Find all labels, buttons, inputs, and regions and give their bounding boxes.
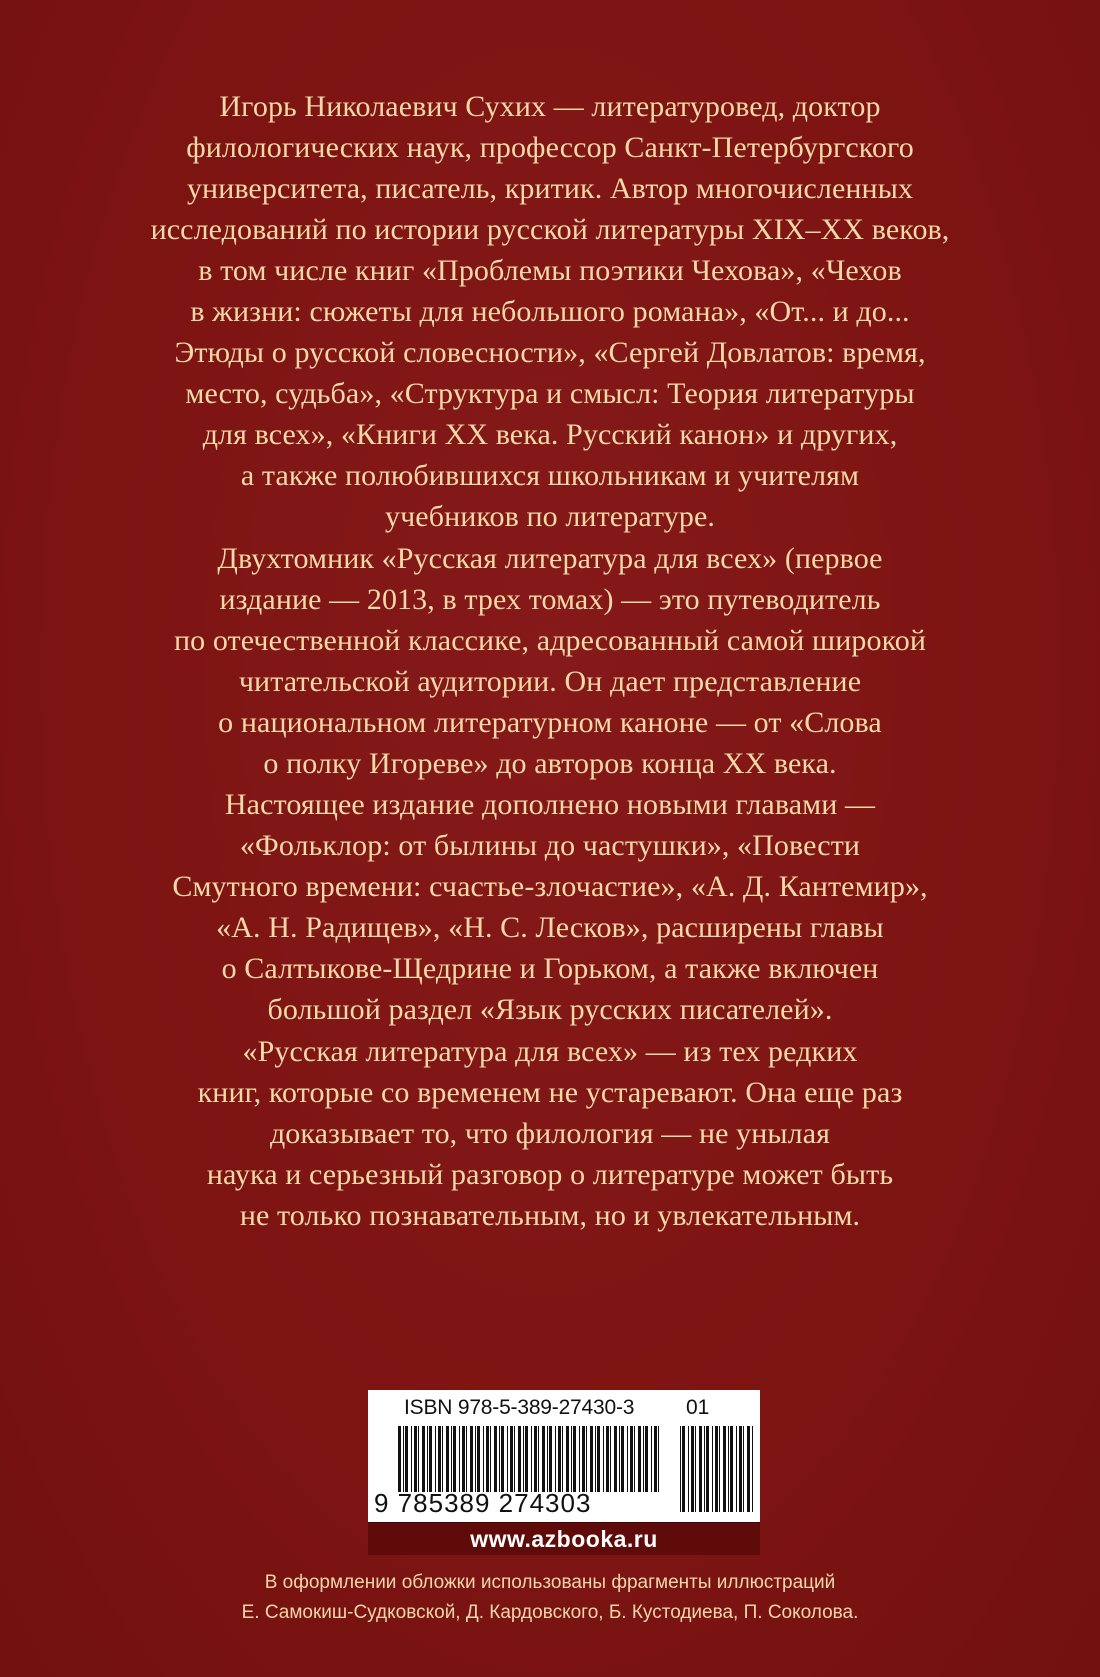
text-line: для всех», «Книги XX века. Русский канон» и других,	[202, 418, 898, 451]
barcode-bar	[586, 1426, 587, 1492]
barcode-bar	[403, 1426, 404, 1492]
barcode-bar	[429, 1426, 432, 1492]
barcode-bar	[477, 1426, 480, 1492]
barcode-bar	[728, 1426, 729, 1512]
barcode-bar	[486, 1426, 489, 1492]
barcode-bar	[691, 1426, 694, 1512]
barcode-bar	[627, 1426, 628, 1492]
barcode-bar	[579, 1426, 580, 1492]
barcode-bar	[590, 1426, 593, 1492]
barcode-bar	[682, 1426, 685, 1512]
barcode-bar	[490, 1426, 491, 1492]
barcode-bar	[603, 1426, 604, 1492]
text-line: «А. Н. Радищев», «Н. С. Лесков», расширены главы	[216, 911, 884, 944]
text-line: читательской аудитории. Он дает представление	[238, 665, 862, 698]
text-line: издание — 2013, в трех томах) — это путеводитель	[219, 583, 881, 616]
barcode-bar	[398, 1426, 401, 1492]
barcode-bar	[507, 1426, 508, 1492]
barcode-bar	[730, 1426, 733, 1512]
barcode-bar	[630, 1426, 633, 1492]
text-line: «Русская литература для всех» — из тех редких	[242, 1035, 858, 1068]
text-line: наука и серьезный разговор о литературе может быть	[206, 1158, 894, 1191]
text-line: о национальном литературном каноне — от «Слова	[218, 706, 882, 739]
barcode-bar	[523, 1426, 524, 1492]
barcode-bar	[643, 1426, 644, 1492]
text-line: большой раздел «Язык русских писателей».	[267, 993, 833, 1026]
barcode-bar	[610, 1426, 611, 1492]
text-line: Игорь Николаевич Сухих — литературовед, доктор	[219, 90, 881, 123]
text-line: Настоящее издание дополнено новыми главами —	[224, 788, 876, 821]
text-line: «Фольклор: от былины до частушки», «Повести	[239, 829, 861, 862]
barcode-bar	[654, 1426, 657, 1492]
barcode-bar	[621, 1426, 624, 1492]
barcode-bar	[442, 1426, 443, 1492]
barcode-bar	[547, 1426, 548, 1492]
text-line: исследований по истории русской литературы XIX–XX веков,	[150, 213, 950, 246]
ean-digits: 9 785389 274303	[374, 1488, 592, 1518]
barcode-bar	[719, 1426, 720, 1512]
illustration-credits	[0, 1568, 1100, 1628]
barcode-bar	[427, 1426, 428, 1492]
barcode-bar	[619, 1426, 620, 1492]
barcode-bar	[525, 1426, 528, 1492]
barcode-bar	[595, 1426, 596, 1492]
publisher-url[interactable]: www.azbooka.ru	[470, 1526, 658, 1552]
text-line: не только познавательным, но и увлекательным.	[239, 1199, 861, 1232]
barcode-bar	[715, 1426, 718, 1512]
barcode-bar	[558, 1426, 561, 1492]
barcode-bar	[462, 1426, 465, 1492]
barcode-bar	[597, 1426, 600, 1492]
barcode-bar	[743, 1426, 744, 1512]
barcode-bar	[555, 1426, 556, 1492]
barcode-bar	[549, 1426, 552, 1492]
barcode-bar	[699, 1426, 702, 1512]
credits-line: В оформлении обложки использованы фрагменты иллюстраций	[264, 1572, 836, 1593]
barcode-bar	[411, 1426, 412, 1492]
barcode-bar	[566, 1426, 569, 1492]
barcode-bar	[651, 1426, 652, 1492]
barcode-bar	[680, 1426, 681, 1512]
barcode-bar	[739, 1426, 742, 1512]
barcode-bar	[736, 1426, 737, 1512]
text-line: о Салтыкове-Щедрине и Горьком, а также включен	[221, 952, 879, 985]
barcode-bar	[438, 1426, 441, 1492]
barcode-bar	[634, 1426, 635, 1492]
author-bio-paragraph	[0, 86, 1100, 537]
barcode-addon: 01	[686, 1396, 710, 1419]
barcode-bar	[571, 1426, 572, 1492]
text-line: Этюды о русской словесности», «Сергей Довлатов: время,	[174, 336, 926, 369]
text-line: в жизни: сюжеты для небольшого романа», «От... и до...	[190, 295, 910, 328]
barcode-bar	[573, 1426, 576, 1492]
barcode-bar	[453, 1426, 456, 1492]
barcode-bar	[645, 1426, 648, 1492]
barcode-bar	[658, 1426, 659, 1492]
barcode-bar	[405, 1426, 408, 1492]
text-line: о полку Игореве» до авторов конца XX века.	[263, 747, 837, 780]
barcode-bar	[614, 1426, 617, 1492]
barcode-bar	[422, 1426, 425, 1492]
closing-paragraph	[0, 1031, 1100, 1236]
barcode-bar	[562, 1426, 563, 1492]
text-line: место, судьба», «Структура и смысл: Теория литературы	[185, 377, 915, 410]
text-line: университета, писатель, критик. Автор многочисленных	[186, 172, 914, 205]
text-line: по отечественной классике, адресованный самой широкой	[173, 624, 927, 657]
barcode-bar	[534, 1426, 537, 1492]
barcode-bar	[499, 1426, 500, 1492]
text-line: Смутного времени: счастье-злочастие», «А. Д. Кантемир»,	[172, 870, 928, 903]
barcode-bar	[475, 1426, 476, 1492]
text-line: Двухтомник «Русская литература для всех» (первое	[217, 542, 883, 575]
barcode-bar	[723, 1426, 726, 1512]
barcode-bar	[494, 1426, 497, 1492]
text-line: филологических наук, профессор Санкт-Петербургского	[186, 131, 914, 164]
isbn-number: ISBN 978-5-389-27430-3	[404, 1396, 635, 1419]
text-line: учебников по литературе.	[385, 500, 715, 533]
barcode-bar	[752, 1426, 753, 1512]
barcode-bar	[514, 1426, 515, 1492]
barcode-bar	[470, 1426, 473, 1492]
barcode-bar	[418, 1426, 419, 1492]
barcode-bar	[451, 1426, 452, 1492]
barcode-bar	[638, 1426, 641, 1492]
barcode-bar	[538, 1426, 539, 1492]
barcode-bar	[518, 1426, 521, 1492]
publisher-url-strip	[368, 1522, 760, 1555]
barcode-bar	[688, 1426, 689, 1512]
barcode-bar	[606, 1426, 609, 1492]
isbn-barcode	[368, 1390, 760, 1522]
text-line: а также полюбившихся школьникам и учителям	[240, 459, 860, 492]
text-line: в том числе книг «Проблемы поэтики Чехова», «Чехов	[198, 254, 902, 287]
credits-line: Е. Самокиш-Судковской, Д. Кардовского, Б. Кустодиева, П. Соколова.	[241, 1602, 859, 1623]
barcode-bar	[466, 1426, 467, 1492]
barcode-bar	[510, 1426, 513, 1492]
barcode-bar	[695, 1426, 696, 1512]
barcode-bar	[582, 1426, 585, 1492]
barcode-bar	[414, 1426, 417, 1492]
text-line: доказывает то, что филология — не унылая	[269, 1117, 831, 1150]
barcode-bar	[542, 1426, 545, 1492]
barcode-bar	[459, 1426, 460, 1492]
barcode-bar	[435, 1426, 436, 1492]
barcode-bar	[712, 1426, 713, 1512]
barcode-bar	[501, 1426, 504, 1492]
barcode-bar	[483, 1426, 484, 1492]
barcode-bar	[704, 1426, 705, 1512]
barcode-bar	[446, 1426, 449, 1492]
text-line: книг, которые со временем не устаревают. Она еще раз	[197, 1076, 903, 1109]
barcode-bar	[747, 1426, 750, 1512]
book-description-paragraph	[0, 538, 1100, 1030]
barcode-bar	[531, 1426, 532, 1492]
barcode-bar	[706, 1426, 709, 1512]
